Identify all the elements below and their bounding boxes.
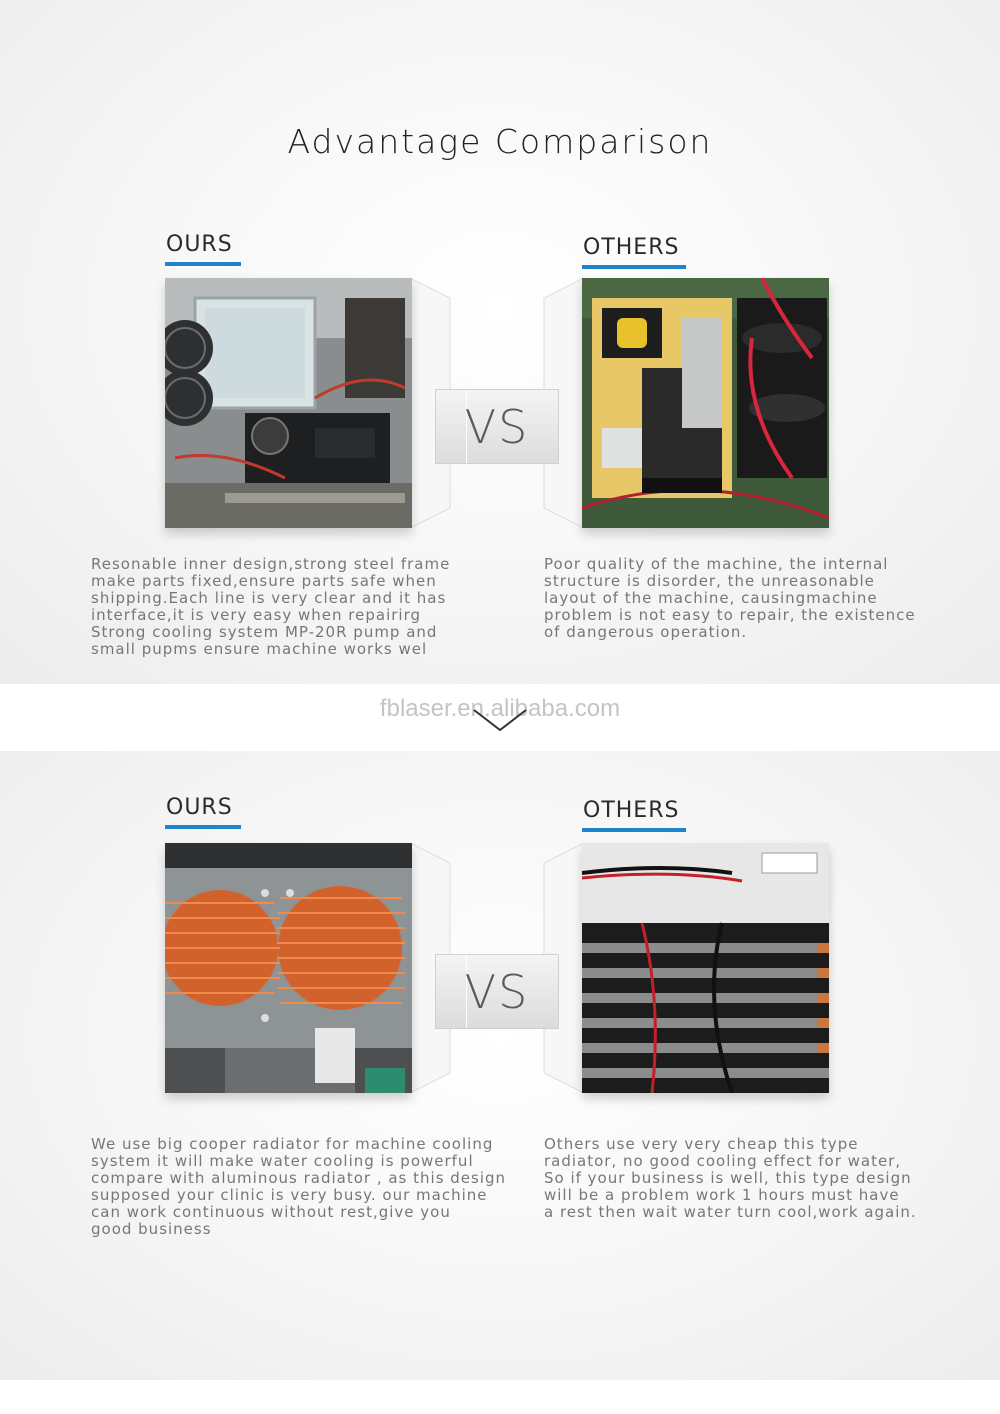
ours-description: Resonable inner design,strong steel frame make parts fixed,ensure parts safe when shipping.Each line is very clear and it has interface,it is very easy when repairirg Strong cooling system MP-20R pump and small pupms ensure machine works wel — [91, 555, 451, 658]
others-underline — [582, 265, 686, 269]
others-machine-interior-photo — [582, 278, 829, 528]
others-description: Poor quality of the machine, the internal structure is disorder, the unreasonable layout of the machine, causingmachine problem is not easy to repair, the existence of dangerous operation. — [544, 555, 916, 641]
ours-label: OURS — [166, 795, 233, 820]
page-title: Advantage Comparison — [287, 122, 713, 161]
vs-text: VS — [464, 965, 530, 1019]
ours-machine-interior-photo — [165, 278, 412, 528]
comparison-panel-bottom — [0, 751, 1000, 1380]
others-underline — [582, 828, 686, 832]
others-cheap-radiator-photo — [582, 843, 829, 1093]
watermark-text: fblaser.en.alibaba.com — [379, 695, 621, 722]
ours-description: We use big cooper radiator for machine cooling system it will make water cooling is powerful compare with aluminous radiator , as this design supposed your clinic is very busy. our machine can work continuous without rest,give you good business — [91, 1135, 507, 1238]
chevron-down-icon — [472, 708, 528, 734]
vs-text: VS — [464, 400, 530, 454]
vs-badge — [435, 954, 559, 1029]
ours-label: OURS — [166, 232, 233, 257]
vs-badge — [435, 389, 559, 464]
ours-underline — [165, 825, 241, 829]
ours-underline — [165, 262, 241, 266]
others-label: OTHERS — [583, 235, 680, 260]
others-label: OTHERS — [583, 798, 680, 823]
ours-copper-radiator-photo — [165, 843, 412, 1093]
others-description: Others use very very cheap this type radiator, no good cooling effect for water, So if your business is well, this type design will be a problem work 1 hours must have a rest then wait water turn cool,work again. — [544, 1135, 917, 1221]
